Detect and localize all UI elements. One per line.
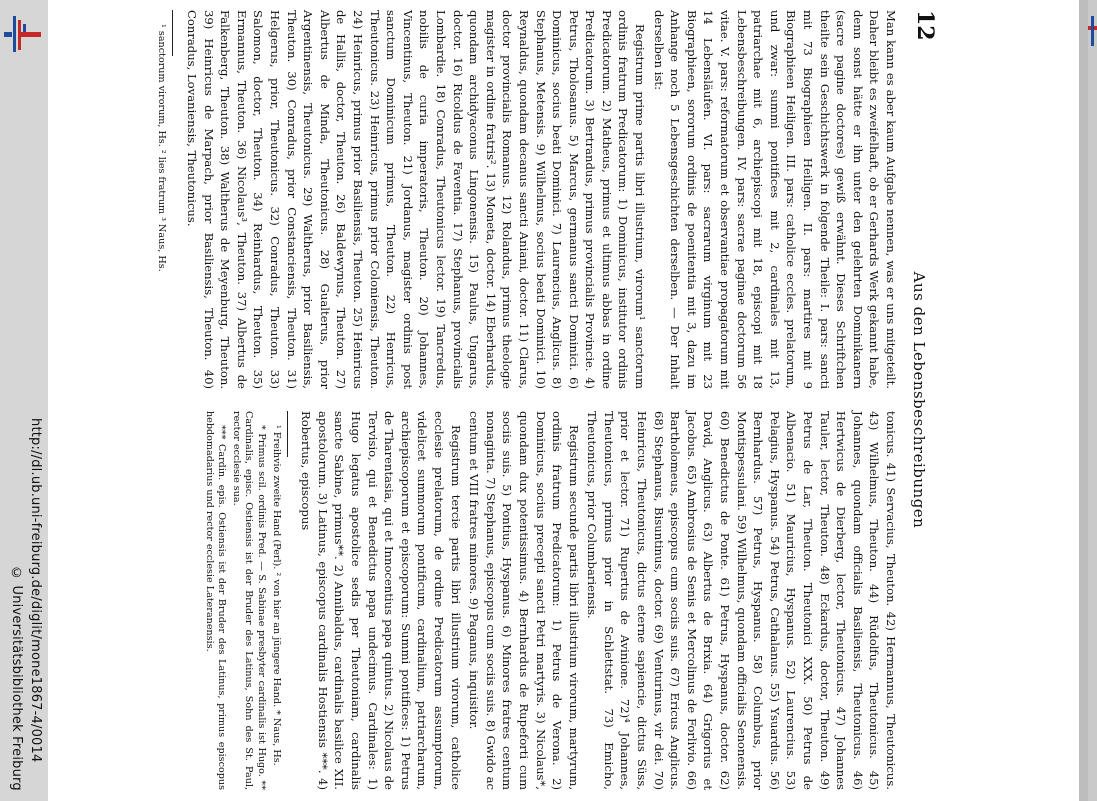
book-page xyxy=(156,10,938,790)
running-head xyxy=(899,10,938,790)
footnote: ¹ Freihvio zweite Hand (Perl). ² von hier an jüngere Hand. * Naus, Hs. xyxy=(270,425,282,766)
vertical-scrollbar[interactable] xyxy=(1079,0,1088,801)
footnote-rule xyxy=(172,10,173,56)
left-text-column xyxy=(153,10,899,389)
corner-logo-icon xyxy=(1088,14,1097,48)
body-paragraph: Registrum prime partis libri illustrium, virorum¹ sanctorum ordinis fratrum Predicatorum: 1) Dominicus, institutor ordinis Predicatorum. 2) Matheus, primus et ultimus abbas in ordine Predicatorum. 3) Bertrandus, primus provincialis Provincie. 4) Petrus, Tholosanus. 5) Marcus, germanus sancti Dominici. 6) Dominicus, socius beati Dominici. 7) Laurencius, Anglicus. 8) Stephanus, Metensis. 9) Wilhelmus, socius beati Dominici. 10) Reynaldus, quondam decanus sancti Aniani, doctor. 11) Clarus, doctor provincialis Romanus. 12) Rolandus, primus theologie magister in ordine fratris². 13) Moneta, doctor. 14) Eberhardus, quondam archidyaconus Lingonensis. 15) Paulus, Ungarus, doctor. 16) Ricoldus de Faventia. 17) Stephanus, provincialis Lombardie. 18) Conradus, Theutonicus lector. 19) Tancredus, nobilis de curia imperatoris, Theuton. 20) Johannes, Vincentinus, Theuton. 21) Jordanus, magister ordinis post sanctum Dominicum primus, Theuton. 22) Henricus, Theutonicus. 23) Heinricus, primus prior Coloniensis, Theuton. 24) Heinricus, primus prior Basiliensis, Theuton. 25) Heinricus de Hallis, doctor, Theuton. 26) Baldewynus, Theuton. 27) Albertus de Minda, Theutonicus. 28) Gualterus, prior Argentinensis, Theutonicus. 29) Waltherus, prior Basiliensis, Theuton. 30) Conradus, prior Constanciensis, Theuton. 31) Helgerus, prior, Theutonicus. 32) Conradus, Theuton. 33) Salomon, doctor, Theuton. 34) Reinhardus, Theuton. 35) Ermannus, Theuton. 36) Nicolaus³, Theuton. 37) Albertus de Falkenberg, Theuton. 38) Waltherus de Meyenburg, Theuton. 39) Heinricus de Marpach, prior Basiliensis, Theuton. 40) Conradus, Lovaniensis, Theutonicus. xyxy=(185,10,648,389)
footnote-rule xyxy=(287,411,288,457)
body-paragraph: Registrum secunde partis libri illustrium virorum, martyrum, ordinis fratrum Predicatorum: 1) Petrus de Verona. 2) Dominicus, socius precepti sancti Petri martyris. 3) Nicolaus*, quondam dux potentissimus. 4) Bernhardus de Rupeforti cum sociis suis. 5) Pontius, Hyspanus. 6) Minores fratres centum nonaginta. 7) Stephanus, episcopus cum sociis suis. 8) Gwido ac centum et VIII fratres minores. 9) Paganus, inquisitor. xyxy=(467,411,581,790)
document-url[interactable]: http://dl.ub.uni-freiburg.de/diglit/mone1867-4/0014 xyxy=(28,418,43,763)
footnote: * Primus scil. ordinis Pred. — S. Sabinae presbyter cardinalis ist Hugo. ** Cardinalis, episc. Ostiensis ist der Bruder des Latinus, Sohn des St. Paul, rector ecclesie sua. xyxy=(230,411,268,790)
body-paragraph: Registrum tercie partis libri illustrium virorum, catholice ecclesie prelatorum, de ordine Predicatorum assumptorum, videlicet summorum pontificum, cardinalium, patriarcharum, archiepiscoporum et episcoporum: Summi pontifices: 1) Petrus de Tharentasia, qui et Innocentius papa quintus. 2) Nicolaus de Tervisio, qui et Benedictus papa undecimus. Cardinales: 1) Hugo legatus apostolice sedis per Theutoniam, cardinalis sancte Sabine, primus**. 2) Annibaldus, cardinalis basilice XII. apostolorum. 3) Latinus, episcopus cardinalis Hostiensis ***. 4) Robertus, episcopus xyxy=(299,411,463,790)
copyright-notice: © Universitätsbibliothek Freiburg xyxy=(9,566,24,791)
right-text-column xyxy=(153,411,899,790)
page-viewer[interactable] xyxy=(48,0,1088,801)
footnote: *** Cardin. epis. Ostiensis ist der Bruder des Latinus, primus episcopus hebdomadarius und rector ecclesie Lateranensis. xyxy=(203,411,228,790)
footnote: ¹ sanctorum virorum, Hs. ² lies fratrum ³ Naus, Hs. xyxy=(156,24,168,272)
page-number: 12 xyxy=(912,10,938,41)
university-logo-icon xyxy=(4,14,44,54)
viewer-sidebar xyxy=(0,0,48,801)
running-title: Aus den Lebensbeschreibungen xyxy=(910,271,928,529)
body-paragraph: tonicus. 41) Servacius, Theuton. 42) Hermannus, Theutonicus. 43) Wilhelmus, Theuton. 44) Rüdolfus, Theutonicus. 45) Johannes, quondam officialis Basiliensis, Theutonicus. 46) Hertwicus de Dierberg, lector, Theutonicus. 47) Johannes Tauler, lector, Theuton. 48) Eckardus, doctor, Theuton. 49) Petrus de Lar, Theuton. Theutonici XXX. 50) Petrus de Albenacio. 51) Mauricius, Hyspanus. 52) Laurencius. 53) Pelagius, Hyspanus. 54) Petrus, Cathalanus. 55) Ysuardus. 56) Bernhardus. 57) Petrus, Hyspanus. 58) Columbus, prior Montispessulani. 59) Wilhelmus, quondam officialis Senonensis. 60) Benedictus de Ponte. 61) Petrus, Hyspanus, doctor. 62) David, Anglicus. 63) Albertus de Brixia. 64) Grigorius et Jacobus. 65) Ambrosius de Senis et Mercolinus de Forlivio. 66) Bartholomeus, episcopus cum sociis suis. 67) Ericus Anglicus. 68) Stephanus, Bisuntinus, doctor. 69) Venturinus, vir dei. 70) Heinricus, Theutonicus, dictus eterne sapiencie, dictus Süss, prior et lector. 71) Rupertus de Avinione. 72)⁴ Johannes, Theutonicus, primus prior in Schlettstat. 73) Emicho, Theutonicus, prior Columbariensis. xyxy=(585,411,898,790)
body-paragraph: Man kann es aber kaum Aufgabe nennen, was er uns mitgeteilt. Daher bleibt es zweifelhaft, ob er Gerhards Werk gekannt habe, denn sonst hätte er ihn unter den gelehrten Dominikanern (sacre pagine doctores) gewiß erwähnt. Dieses Schriftchen theilte sein Geschichtswerk in folgende Theile: I. pars: sancti mit 73 Biographieen Heiligen. II. pars: martires mit 9 Biographieen Heiligen. III. pars: catholice eccles. prelatorum, und zwar: summi pontifices mit 2, cardinales mit 13, patriarchae mit 6, archiepiscopi mit 18, episcopi mit 18 Lebensbeschreibungen. IV. pars: sacrae paginae doctorum 56 vitae. V. pars: reformatorum et observantiae propagatorum mit 14 Lebensläufen. VI. pars: sacrarum virginum mit 23 Biographieen, sororum ordinis de poenitentia mit 3, dazu im Anhange noch 5 Lebensgeschichten derselben. — Der Inhalt derselben ist: xyxy=(651,10,898,389)
